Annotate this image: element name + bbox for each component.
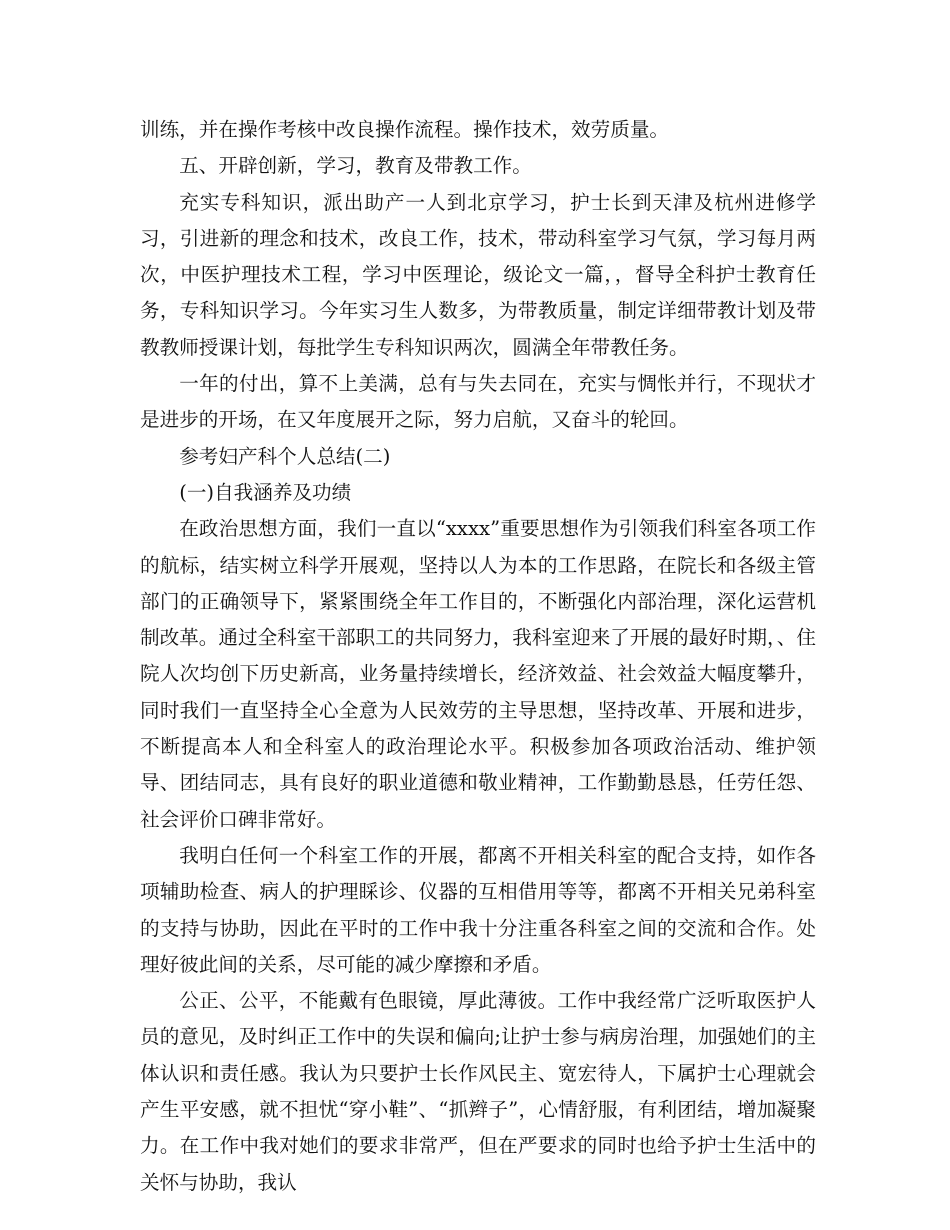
subsection-heading: (一)自我涵养及功绩 [179, 480, 352, 504]
paragraph-year-reflection: 一年的付出，算不上美满，总有与失去同在，充实与惆怅并行，不现状才是进步的开场，在又年度展开之际，努力启航，又奋斗的轮回。 [140, 372, 816, 432]
paragraph-fairness: 公正、公平，不能戴有色眼镜，厚此薄彼。工作中我经常广泛听取医护人员的意见，及时纠正工作中的失误和偏向;让护士参与病房治理，加强她们的主体认识和责任感。我认为只要护士长作风民主、宽宏待人，下属护士心理就会产生平安感，就不担忧“穿小鞋”、“抓辫子”，心情舒服，有利团结，增加凝聚力。在工作中我对她们的要求非常严，但在严要求的同时也给予护士生活中的关怀与协助，我认 [140, 989, 816, 1194]
summary-title: 参考妇产科个人总结(二) [179, 444, 391, 468]
paragraph-cooperation: 我明白任何一个科室工作的开展，都离不开相关科室的配合支持，如作各项辅助检查、病人的护理睬诊、仪器的互相借用等等，都离不开相关兄弟科室的支持与协助，因此在平时的工作中我十分注重各科室之间的交流和合作。处理好彼此间的关系，尽可能的减少摩擦和矛盾。 [140, 843, 816, 976]
document-page [140, 112, 816, 1201]
paragraph-continued: 训练，并在操作考核中改良操作流程。操作技术，效劳质量。 [140, 118, 670, 141]
paragraph-professional-knowledge: 充实专科知识，派出助产一人到北京学习，护士长到天津及杭州进修学习，引进新的理念和技术，改良工作，技术，带动科室学习气氛，学习每月两次，中医护理技术工程，学习中医理论，级论文一篇，，督导全科护士教育任务，专科知识学习。今年实习生人数多，为带教质量，制定详细带教计划及带教教师授课计划，每批学生专科知识两次，圆满全年带教任务。 [140, 190, 816, 359]
paragraph-political-thought: 在政治思想方面，我们一直以“xxxx”重要思想作为引领我们科室各项工作的航标，结实树立科学开展观，坚持以人为本的工作思路，在院长和各级主管部门的正确领导下，紧紧围绕全年工作目的，不断强化内部治理，深化运营机制改革。通过全科室干部职工的共同努力，我科室迎来了开展的最好时期，、住院人次均创下历史新高，业务量持续增长，经济效益、社会效益大幅度攀升，同时我们一直坚持全心全意为人民效劳的主导思想，坚持改革、开展和进步，不断提高本人和全科室人的政治理论水平。积极参加各项政治活动、维护领导、团结同志，具有良好的职业道德和敬业精神，工作勤勤恳恳，任劳任怨、社会评价口碑非常好。 [140, 517, 816, 831]
section-heading-five: 五、开辟创新，学习，教育及带教工作。 [179, 154, 532, 178]
